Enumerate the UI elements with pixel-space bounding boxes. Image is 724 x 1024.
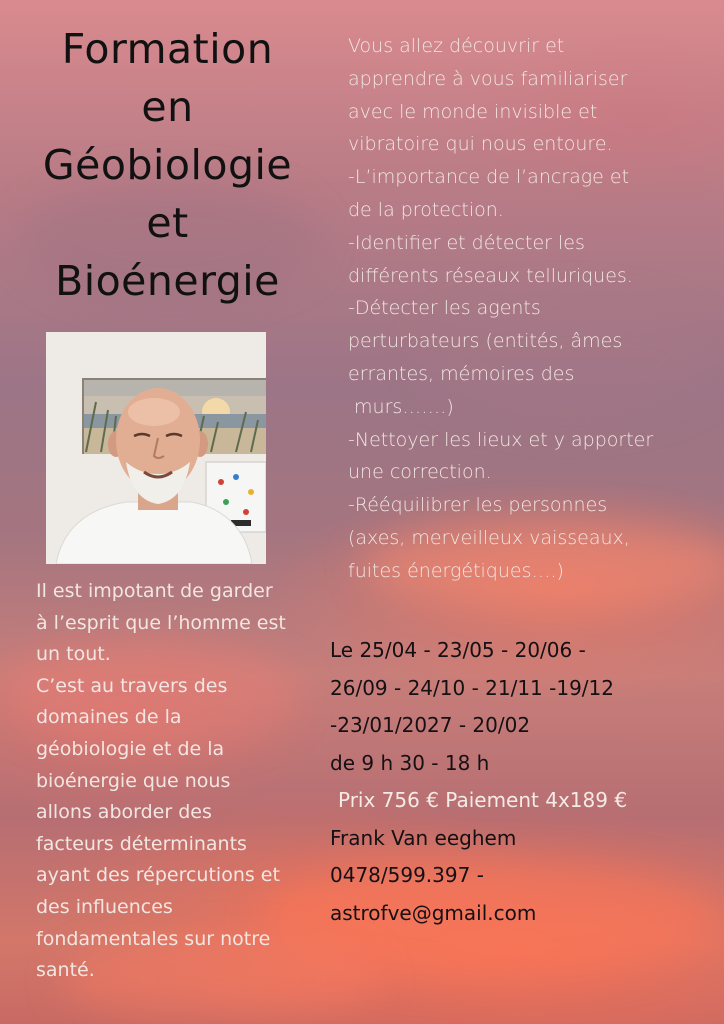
portrait-photo [46,332,266,564]
description-line: différents réseaux telluriques. [348,264,633,287]
intro-line: géobiologie et de la [36,737,225,760]
description-line: -Détecter les agents [348,297,541,320]
description-line: apprendre à vous familiariser [348,67,628,90]
intro-line: des influences [36,895,173,918]
hours-line: de 9 h 30 - 18 h [330,750,490,775]
description-line: (axes, merveilleux vaisseaux, [348,526,630,549]
intro-line: un tout. [36,643,111,666]
description-line: Vous allez découvrir et [348,35,565,57]
description-line: avec le monde invisible et [348,100,598,123]
email-address: astrofve@gmail.com [330,900,537,925]
description-line: -Identifier et détecter les [348,231,585,254]
dates-line: Le 25/04 - 23/05 - 20/06 - [330,638,586,662]
title-line: Formation [61,25,274,73]
title-line: Géobiologie [42,141,293,189]
description-line: -Rééquilibrer les personnes [348,494,608,517]
price-line: Prix 756 € Paiement 4x189 € [338,788,628,812]
title-line: en [141,83,194,131]
title-line: Bioénergie [55,257,280,305]
description-line: une correction. [348,461,492,484]
description-line: de la protection. [348,198,504,221]
intro-text [36,576,326,987]
portrait-illustration [46,332,266,564]
intro-line: santé. [36,959,95,982]
description-line: -L’importance de l’ancrage et [348,166,630,189]
dates-line: 26/09 - 24/10 - 21/11 -19/12 [330,675,614,700]
description-line: errantes, mémoires des [348,362,575,385]
description-line: -Nettoyer les lieux et y apporter [348,428,654,451]
contact-name: Frank Van eeghem [330,825,517,850]
description-line: perturbateurs (entités, âmes [348,330,623,353]
intro-line: C’est au travers des [36,674,228,697]
title-line: et [146,199,189,247]
program-description [348,30,718,588]
dates-line: -23/01/2027 - 20/02 [330,713,531,737]
intro-line: allons aborder des [36,801,212,824]
intro-line: à l’esprit que l’homme est [36,611,286,634]
description-line: fuites énergétiques….) [348,559,564,582]
description-line: murs…….) [348,395,454,418]
intro-line: bioénergie que nous [36,769,231,792]
flyer-title [10,20,325,310]
intro-line: domaines de la [36,706,182,729]
intro-line: fondamentales sur notre [36,927,271,950]
intro-line: Il est impotant de garder [36,580,273,602]
phone-number: 0478/599.397 - [330,863,484,887]
session-info [330,632,720,932]
description-line: vibratoire qui nous entoure. [348,133,613,156]
intro-line: facteurs déterminants [36,832,247,855]
intro-line: ayant des répercutions et [36,864,280,887]
